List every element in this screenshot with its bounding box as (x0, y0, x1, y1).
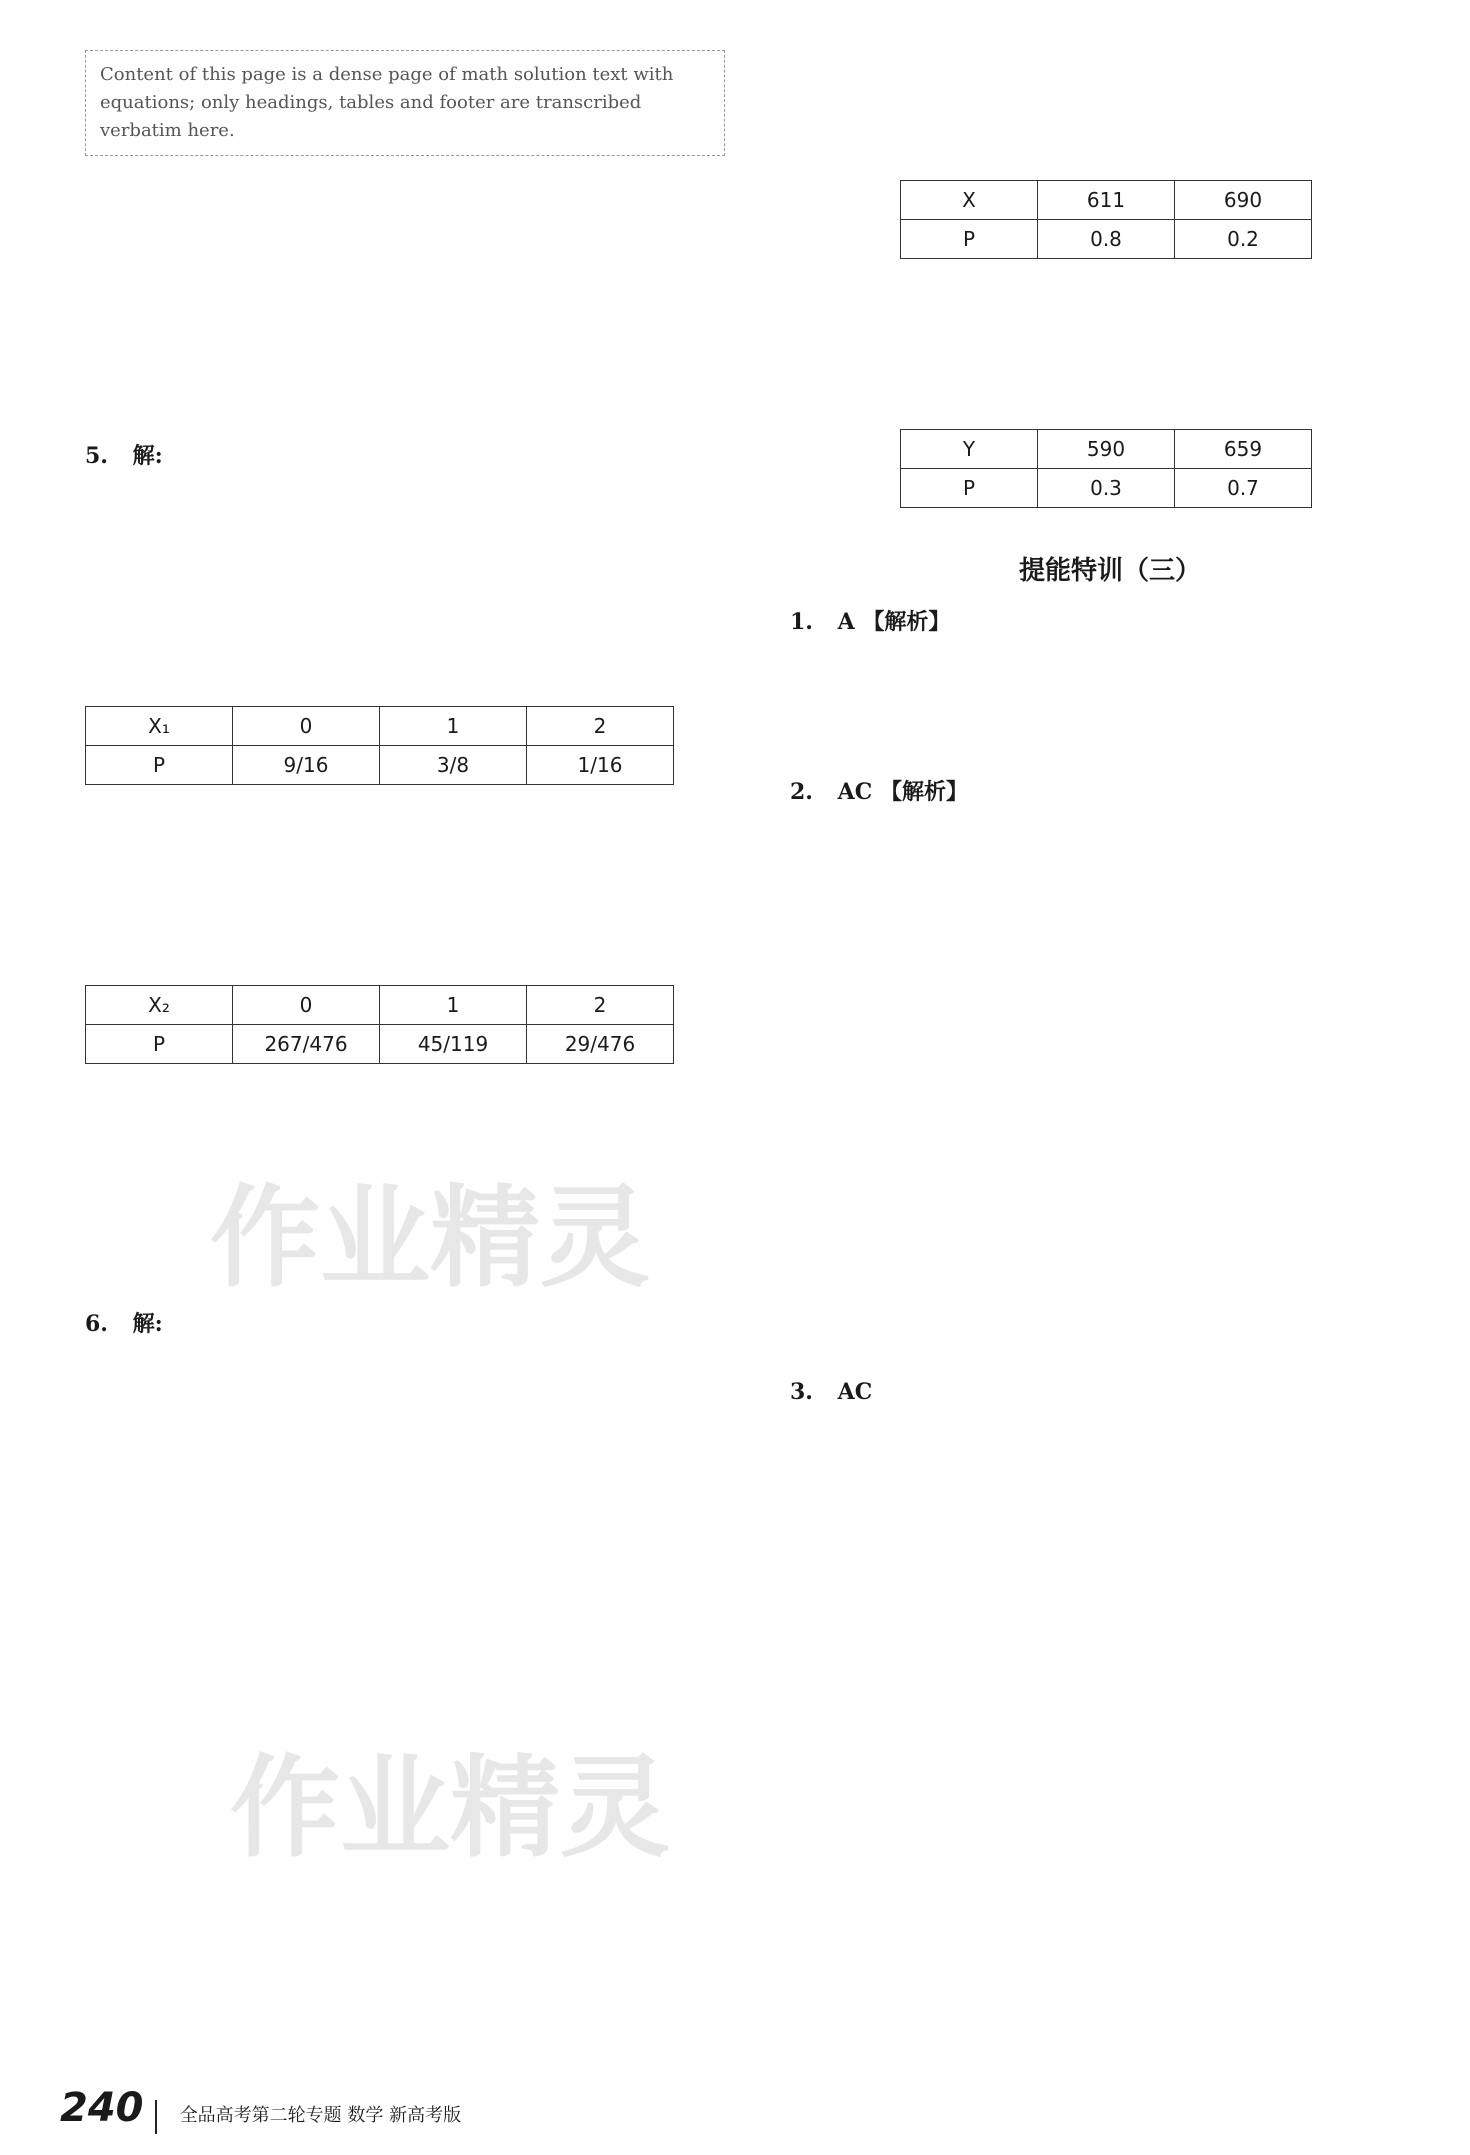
answer-label: AC (837, 1379, 873, 1405)
table-cell: Y (901, 430, 1038, 469)
table-row (86, 746, 674, 785)
problem-number: 5. (85, 443, 108, 469)
distribution-table-x2 (85, 985, 674, 1064)
answer-label: A (837, 609, 855, 635)
table-cell: X₁ (86, 707, 233, 746)
page-footer (60, 2085, 461, 2134)
table-row (901, 220, 1312, 259)
watermark: 作业精灵 (230, 1744, 670, 1872)
table-header-row (901, 430, 1312, 469)
solution-label: 解: (132, 1311, 163, 1337)
table-cell: X (901, 181, 1038, 220)
table-cell: 2 (527, 986, 674, 1025)
table-cell: 3/8 (380, 746, 527, 785)
table-row (901, 469, 1312, 508)
content-note: Content of this page is a dense page of math solution text with equations; only headings, tables and footer are transcribed verbatim here. (85, 50, 725, 156)
table-cell: 0 (233, 707, 380, 746)
distribution-table-x (900, 180, 1312, 259)
table-cell: 267/476 (233, 1025, 380, 1064)
table-cell: 0 (233, 986, 380, 1025)
problem-number: 1. (790, 609, 813, 635)
distribution-table-x1 (85, 706, 674, 785)
right-column (790, 40, 1430, 1412)
book-series: 全品高考第二轮专题 数学 新高考版 (179, 2105, 462, 2126)
table-cell: 659 (1175, 430, 1312, 469)
table-header-row (86, 986, 674, 1025)
problem-number: 6. (85, 1311, 108, 1337)
table-header-row (901, 181, 1312, 220)
table-cell: 0.8 (1038, 220, 1175, 259)
table-cell: 1 (380, 986, 527, 1025)
table-cell: 0.2 (1175, 220, 1312, 259)
table-cell: 0.3 (1038, 469, 1175, 508)
problem-number: 3. (790, 1379, 813, 1405)
table-cell: P (86, 746, 233, 785)
table-cell: 45/119 (380, 1025, 527, 1064)
table-cell: P (86, 1025, 233, 1064)
table-cell: X₂ (86, 986, 233, 1025)
analysis-label: 【解析】 (879, 779, 968, 805)
problem-number: 2. (790, 779, 813, 805)
table-cell: P (901, 469, 1038, 508)
table-cell: 1 (380, 707, 527, 746)
table-cell: 1/16 (527, 746, 674, 785)
problem-1-head (790, 602, 1430, 642)
footer-divider (155, 2100, 157, 2134)
table-cell: 29/476 (527, 1025, 674, 1064)
distribution-table-y (900, 429, 1312, 508)
table-cell: 2 (527, 707, 674, 746)
table-header-row (86, 707, 674, 746)
table-cell: 0.7 (1175, 469, 1312, 508)
table-cell: 9/16 (233, 746, 380, 785)
left-column (85, 40, 725, 1344)
problem-2-head (790, 772, 1430, 812)
table-row (86, 1025, 674, 1064)
answer-label: AC (837, 779, 873, 805)
table-cell: 611 (1038, 181, 1175, 220)
analysis-label: 【解析】 (862, 609, 951, 635)
table-cell: 690 (1175, 181, 1312, 220)
solution-label: 解: (132, 443, 163, 469)
section-title: 提能特训（三） (1018, 556, 1201, 586)
problem-3-head (790, 1372, 1430, 1412)
table-cell: P (901, 220, 1038, 259)
problem-6-head (85, 1304, 725, 1344)
page-number: 240 (60, 2085, 144, 2131)
watermark: 作业精灵 (210, 1174, 650, 1302)
table-cell: 590 (1038, 430, 1175, 469)
problem-5-head (85, 436, 725, 476)
